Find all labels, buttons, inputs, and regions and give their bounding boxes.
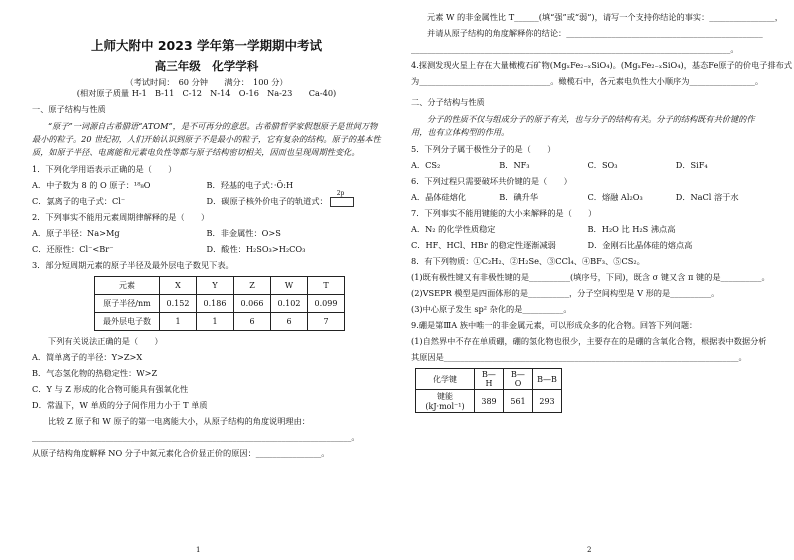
q2-option-c: C．还原性：Cl⁻<Br⁻ [32,244,114,254]
table-header-row [416,369,562,390]
orbital-diagram [330,190,354,207]
q5-option-b: B．NF₃ [499,160,530,170]
q3-continue-2: 并请从原子结构的角度解释你的结论：________________________________________________ [427,28,763,38]
q2-option-a: A．原子半径：Na>Mg [32,228,120,238]
atomic-masses: (相对原子质量 H-1 B-11 C-12 N-14 O-16 Na-23 Ca-40) [76,88,337,98]
q7-option-c: C．HF、HCl、HBr 的稳定性逐渐减弱 [411,240,556,250]
section-1-heading: 一、原子结构与性质 [32,104,106,114]
table-header-cell: Y [197,277,234,295]
question-8: 8．有下列物质：①C₂H₂、②H₂Se、③CCl₄、④BF₃、⑤CS₂。 [411,256,645,266]
page-number: 2 [587,546,592,554]
section-1-intro: “原子”一词源自古希腊语“ATOM”，是不可再分的意思。古希腊哲学家假想原子是世间万物最小的粒子。20 世纪初，人们开始认识到原子不是最小的粒子，它有复杂的结构。原子的基本性质，如原子半径、电离能和元素电负性等都与原子结构密切相关，因而也呈现周期性变化。 [32,121,381,157]
table-cell: 6 [234,313,271,331]
question-5: 5．下列分子属于极性分子的是（ ） [411,144,556,154]
table-header-cell: X [160,277,197,295]
q8-part-3: (3)中心原子发生 sp² 杂化的是__________。 [411,304,572,314]
table-cell: 561 [504,390,533,413]
table-header-cell: T [308,277,345,295]
table-cell: 键能(kJ·mol⁻¹) [416,390,475,413]
exam-info: （考试时间： 60 分钟 满分： 100 分） [125,77,288,87]
q2-option-b: B．非金属性：O>S [206,228,281,238]
q1-option-c: C．氯离子的电子式：Cl⁻ [32,196,126,206]
element-table [94,276,345,331]
question-3: 3．部分短周期元素的原子半径及最外层电子数见下表。 [32,260,234,270]
table-row [95,313,345,331]
table-header-cell: 化学键 [416,369,475,390]
question-2: 2．下列事实不能用元素周期律解释的是（ ） [32,212,210,222]
table-cell: 389 [475,390,504,413]
table-cell: 293 [533,390,562,413]
table-row [416,390,562,413]
q9-part-1b: 其原因是________________________________________________________________________。 [411,352,747,362]
q5-option-a: A．CS₂ [411,160,441,170]
table-header-cell: W [271,277,308,295]
table-cell: 最外层电子数 [95,313,160,331]
table-header-cell: B—H [475,369,504,390]
q7-option-b: B．H₂O 比 H₂S 沸点高 [587,224,676,234]
exam-title: 上师大附中 2023 学年第一学期期中考试 [91,38,322,53]
q2-option-d: D．酸性：H₂SO₃>H₂CO₃ [206,244,306,254]
table-cell: 0.066 [234,295,271,313]
q1-option-b: B．羟基的电子式：·Ö:H [206,180,294,190]
table-cell: 0.186 [197,295,234,313]
table-header-cell: B—B [533,369,562,390]
q6-option-b: B．碘升华 [499,192,539,202]
question-4-line-1: 4.探测发现火星上存在大量橄榄石矿物(MgₓFe₂₋ₓSiO₄)。(MgₓFe₂₋ₓSiO₄)，基态Fe原子的价电子排布式 [411,60,793,70]
q1-option-d-text: D．碳原子核外价电子的轨道式： [206,196,328,206]
table-cell: 1 [160,313,197,331]
q3-option-c: C．Y 与 Z 形成的化合物可能具有强氧化性 [32,384,189,394]
q9-part-1: (1)自然界中不存在单质硼，硼的氢化物也很少，主要存在的是硼的含氧化合物，根据表中数据分析 [411,336,767,346]
table-cell: 7 [308,313,345,331]
page-2 [397,0,794,560]
q3-option-b: B．气态氢化物的热稳定性：W>Z [32,368,158,378]
section-2-heading: 二、分子结构与性质 [411,97,485,107]
table-header-cell: Z [234,277,271,295]
q7-option-a: A．N₂ 的化学性质稳定 [411,224,496,234]
q5-option-d: D．SiF₄ [675,160,708,170]
q7-option-d: D．金刚石比晶体硅的熔点高 [587,240,693,250]
q1-option-a: A．中子数为 8 的 O 原子：¹⁸₈O [32,180,151,190]
table-cell: 1 [197,313,234,331]
question-1: 1．下列化学用语表示正确的是（ ） [32,164,177,174]
question-6: 6．下列过程只需要破坏共价键的是（ ） [411,176,572,186]
q8-part-1: (1)既有极性键又有非极性键的是__________(填序号，下同)，既含 σ 键又含 π 键的是__________。 [411,272,770,282]
q3-fill-1-blank: ______________________________________________________________________________。 [32,432,360,442]
q3-option-a: A．简单离子的半径：Y>Z>X [32,352,143,362]
bond-energy-table [415,368,562,413]
table-cell: 0.152 [160,295,197,313]
q1-option-d [206,190,382,207]
q3-stem: 下列有关说法正确的是（ ） [48,336,163,346]
q6-option-a: A．晶体硅熔化 [411,192,467,202]
table-header-cell: 元素 [95,277,160,295]
table-cell: 0.102 [271,295,308,313]
table-row [95,295,345,313]
q3-continue-1: 元素 W 的非金属性比 T______(填“强”或“弱”)，请写一个支持你结论的事实：________________， [427,12,783,22]
table-cell: 原子半径/nm [95,295,160,313]
q5-option-c: C．SO₃ [587,160,618,170]
table-header-row [95,277,345,295]
question-9: 9.硼是第ⅢA 族中唯一的非金属元素，可以形成众多的化合物。回答下列问题： [411,320,698,330]
q3-option-d: D．常温下，W 单质的分子间作用力小于 T 单质 [32,400,208,410]
q3-continue-blank: ______________________________________________________________________________。 [411,44,739,54]
section-2-intro: 分子的性质不仅与组成分子的原子有关，也与分子的结构有关。分子的结构既有共价键的作用，也有立体构型的作用。 [411,114,755,137]
q3-fill-2: 从原子结构角度解释 NO 分子中氮元素化合价显正价的原因：________________。 [32,448,330,458]
table-cell: 6 [271,313,308,331]
q8-part-2: (2)VSEPR 模型是四面体形的是__________，分子空间构型是 V 形的是__________。 [411,288,720,298]
q6-option-d: D．NaCl 溶于水 [675,192,739,202]
q3-fill-1: 比较 Z 原子和 W 原子的第一电离能大小，从原子结构的角度说明理由： [48,416,310,426]
q6-option-c: C．熔融 Al₂O₃ [587,192,643,202]
exam-subtitle: 高三年级 化学学科 [154,59,259,73]
orbital-label: 2p [336,190,345,197]
question-7: 7．下列事实不能用键能的大小来解释的是（ ） [411,208,597,218]
question-4-line-2: 为________________________________。橄榄石中，各元素电负性大小顺序为________________。 [411,76,764,86]
table-header-cell: B—O [504,369,533,390]
table-cell: 0.099 [308,295,345,313]
page-number: 1 [196,546,201,554]
